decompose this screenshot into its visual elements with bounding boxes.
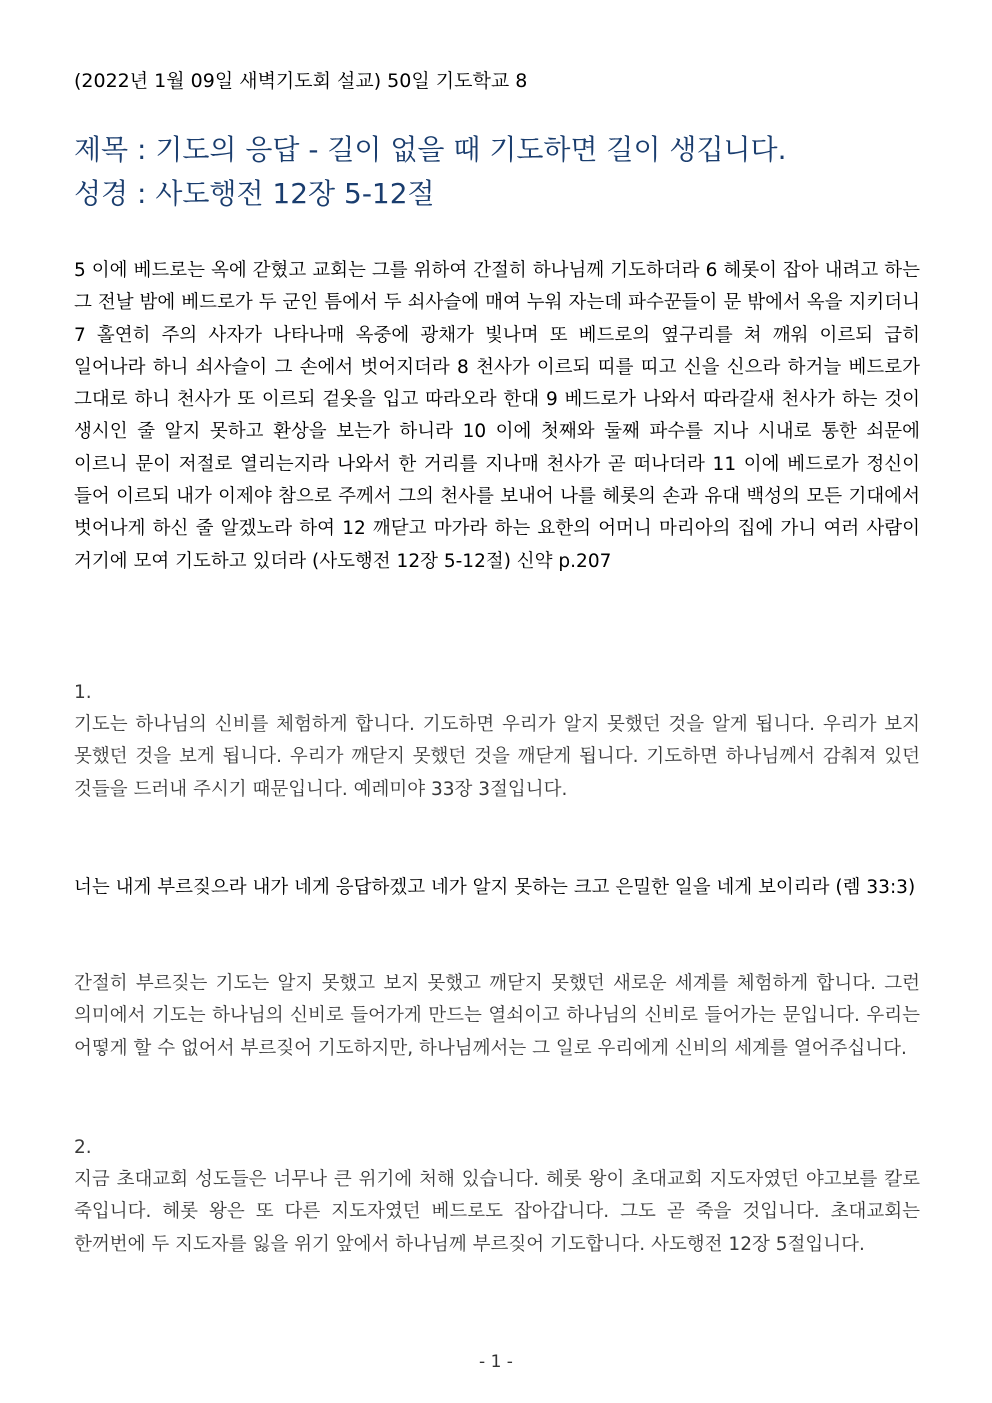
section-1-quote: 너는 내게 부르짖으라 내가 네게 응답하겠고 네가 알지 못하는 크고 은밀한 일을 네게 보이리라 (렘 33:3): [74, 877, 916, 898]
sermon-title: 제목 : 기도의 응답 - 길이 없을 때 기도하면 길이 생깁니다.: [74, 133, 787, 166]
scripture-passage: 5 이에 베드로는 옥에 갇혔고 교회는 그를 위하여 간절히 하나님께 기도하더라 6 헤롯이 잡아 내려고 하는 그 전날 밤에 베드로가 두 군인 틈에서 두 쇠사슬에 매여 누워 자는데 파수꾼들이 문 밖에서 옥을 지키더니 7 홀연히 주의 사자가 나타나매 옥중에 광채가 빛나며 또 베드로의 옆구리를 쳐 깨워 이르되 급히 일어나라 하니 쇠사슬이 그 손에서 벗어지더라 8 천사가 이르되 띠를 띠고 신을 신으라 하거늘 베드로가 그대로 하니 천사가 또 이르되 겉옷을 입고 따라오라 한대 9 베드로가 나와서 따라갈새 천사가 하는 것이 생시인 줄 알지 못하고 환상을 보는가 하니라 10 이에 첫째와 둘째 파수를 지나 시내로 통한 쇠문에 이르니 문이 저절로 열리는지라 나와서 한 거리를 지나매 천사가 곧 떠나더라 11 이에 베드로가 정신이 들어 이르되 내가 이제야 참으로 주께서 그의 천사를 보내어 나를 헤롯의 손과 유대 백성의 모든 기대에서 벗어나게 하신 줄 알겠노라 하여 12 깨닫고 마가라 하는 요한의 어머니 마리아의 집에 가니 여러 사람이 거기에 모여 기도하고 있더라 (사도행전 12장 5-12절) 신약 p.207: [74, 260, 920, 572]
scripture-reference: 성경 : 사도행전 12장 5-12절: [74, 177, 435, 210]
sermon-date-line: (2022년 1월 09일 새벽기도회 설교) 50일 기도학교 8: [74, 70, 528, 92]
section-1-paragraph-2: 간절히 부르짖는 기도는 알지 못했고 보지 못했고 깨닫지 못했던 새로운 세계를 체험하게 합니다. 그런 의미에서 기도는 하나님의 신비로 들어가게 만드는 열쇠이고 하나님의 신비로 들어가는 문입니다. 우리는 어떻게 할 수 없어서 부르짖어 기도하지만, 하나님께서는 그 일로 우리에게 신비의 세계를 열어주십니다.: [74, 973, 920, 1059]
title-block: [74, 128, 934, 216]
section-number-1: 1.: [74, 682, 92, 703]
section-number-2: 2.: [74, 1137, 92, 1158]
section-1-paragraph-1: 기도는 하나님의 신비를 체험하게 합니다. 기도하면 우리가 알지 못했던 것을 알게 됩니다. 우리가 보지 못했던 것을 보게 됩니다. 우리가 깨닫지 못했던 것을 깨닫게 됩니다. 기도하면 하나님께서 감춰져 있던 것들을 드러내 주시기 때문입니다. 예레미야 33장 3절입니다.: [74, 714, 920, 800]
section-2-paragraph-1: 지금 초대교회 성도들은 너무나 큰 위기에 처해 있습니다. 헤롯 왕이 초대교회 지도자였던 야고보를 칼로 죽입니다. 헤롯 왕은 또 다른 지도자였던 베드로도 잡아갑니다. 그도 곧 죽을 것입니다. 초대교회는 한꺼번에 두 지도자를 잃을 위기 앞에서 하나님께 부르짖어 기도합니다. 사도행전 12장 5절입니다.: [74, 1169, 920, 1255]
page-number: - 1 -: [479, 1352, 513, 1372]
